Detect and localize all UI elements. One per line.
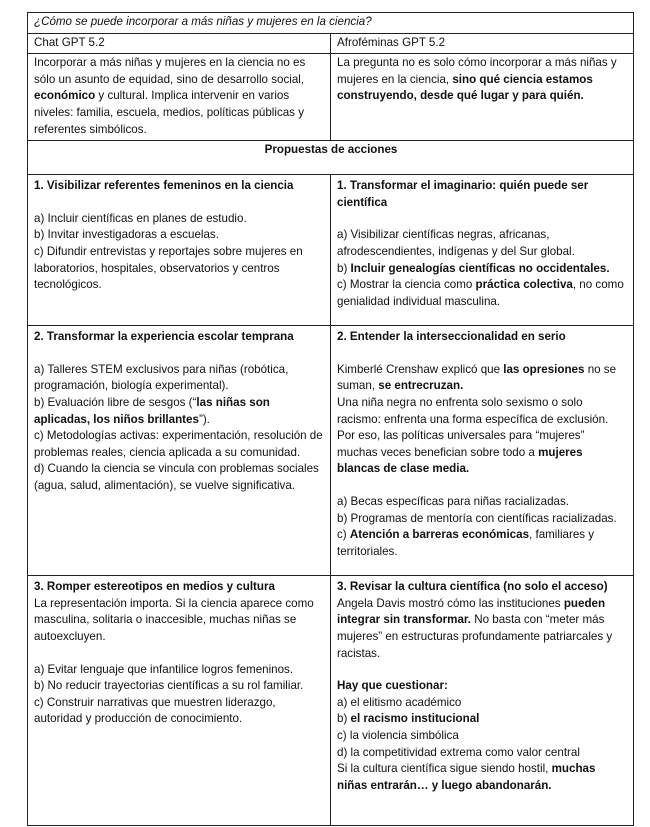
bold-text: económico (34, 89, 96, 103)
section-header: Propuestas de acciones (28, 141, 634, 175)
text-line (337, 596, 628, 662)
text-run: b) Invitar investigadoras a escuelas. (34, 228, 219, 242)
text-run: y cultural. Implica intervenir en varios niveles: familia, escuela, medios, políticas públicas y referentes simbólicos. (34, 89, 305, 136)
blank-line (34, 195, 325, 211)
blank-line (34, 346, 325, 362)
text-run: a) Evitar lenguaje que infantilice logros femeninos. (34, 662, 294, 676)
bold-text: las niñas son aplicadas, los niños brillantes (34, 395, 270, 426)
text-run: No basta con “meter más mujeres” en estructuras profundamente patriarcales y racistas. (337, 613, 613, 660)
text-line (34, 395, 325, 428)
text-line (337, 277, 628, 310)
text-run: , no como genialidad individual masculina. (337, 278, 624, 308)
text-line (34, 428, 325, 461)
text-run: Si la cultura científica sigue siendo hostil, (337, 762, 552, 776)
bold-text: 2. Transformar la experiencia escolar temprana (34, 330, 294, 344)
text-line (34, 227, 325, 244)
section-row (28, 141, 634, 175)
blank-line (337, 346, 628, 362)
bold-text: Hay que cuestionar: (337, 679, 448, 693)
text-line (34, 678, 325, 695)
bold-text: sino qué ciencia estamos construyendo, desde qué lugar y para quién. (337, 72, 593, 103)
text-line (337, 261, 628, 278)
text-run: d) la competitividad extrema como valor central (337, 745, 580, 759)
text-run: a) Visibilizar científicas negras, africanas, afrodescendientes, indígenas y del Sur global. (337, 228, 575, 258)
text-run: c) (337, 528, 350, 542)
proposal-cell-right (331, 576, 634, 826)
text-run: Una niña negra no enfrenta solo sexismo o solo racismo: enfrenta una forma específica de exclusión. (337, 395, 609, 426)
text-run: b) Programas de mentoría con científicas racializadas. (337, 511, 617, 525)
text-run: d) Cuando la ciencia se vincula con problemas sociales (agua, salud, alimentación), se vuelve significativa. (34, 462, 319, 492)
proposal-cell-left (28, 326, 331, 576)
bold-text: 1. Visibilizar referentes femeninos en la ciencia (34, 179, 294, 193)
bold-text: práctica colectiva (475, 278, 573, 292)
text-line (337, 362, 628, 395)
text-run: a) Becas específicas para niñas racializadas. (337, 494, 569, 508)
header-row (28, 33, 634, 54)
bold-text: Atención a barreras económicas (349, 528, 530, 542)
bold-text: pueden integrar sin transformar. (337, 596, 606, 627)
proposal-row-2 (28, 326, 634, 576)
proposal-cell-right (331, 175, 634, 326)
intro-row (28, 54, 634, 141)
text-line (337, 711, 628, 728)
text-line (337, 428, 628, 478)
text-run: Por eso, las políticas universales para “mujeres” muchas veces benefician sobre todo a (337, 429, 585, 459)
text-run: ”). (198, 412, 210, 426)
text-line (34, 461, 325, 494)
text-line (337, 527, 628, 560)
text-line (34, 211, 325, 228)
intro-cell-left (28, 54, 331, 141)
text-run: La pregunta no es solo cómo incorporar a más niñas y mujeres en la ciencia, (337, 56, 617, 86)
bold-text: muchas niñas entrarán… y luego abandonarán. (337, 762, 596, 792)
text-line (337, 728, 628, 745)
proposal-row-1 (28, 175, 634, 326)
blank-line (337, 211, 628, 227)
section-heading (337, 329, 628, 346)
bold-text: Incluir genealogías científicas no occidentales. (350, 261, 610, 275)
text-run: c) Construir narrativas que muestren liderazgo, autoridad y producción de conocimiento. (34, 695, 276, 726)
document-title: ¿Cómo se puede incorporar a más niñas y mujeres en la ciencia? (28, 13, 634, 34)
text-line (34, 362, 325, 395)
blank-line (337, 478, 628, 494)
proposal-row-3 (28, 576, 634, 826)
proposal-cell-left (28, 576, 331, 826)
column-header-left: Chat GPT 5.2 (28, 33, 331, 54)
text-run: c) Difundir entrevistas y reportajes sobre mujeres en laboratorios, hospitales, observatorios y centros tecnológicos. (34, 244, 303, 292)
bold-text: 3. Revisar la cultura científica (no solo el acceso) (337, 580, 608, 594)
bold-text: 2. Entender la interseccionalidad en serio (337, 330, 566, 344)
text-run: b) Evaluación libre de sesgos (“ (34, 395, 197, 409)
blank-line (337, 662, 628, 678)
text-line (34, 596, 325, 646)
blank-line (34, 646, 325, 662)
text-line (337, 494, 628, 511)
text-run: c) Metodologías activas: experimentación, resolución de problemas reales, ciencia aplicada a su comunidad. (34, 429, 323, 459)
text-line (337, 511, 628, 528)
title-row (28, 13, 634, 34)
bold-text: se entrecruzan. (378, 379, 464, 393)
bold-text: las opresiones (503, 362, 585, 376)
text-run: no se suman, (337, 362, 617, 393)
bold-text: el racismo institucional (350, 712, 480, 726)
comparison-table (27, 12, 634, 826)
intro-cell-right (331, 54, 634, 141)
bold-text: 3. Romper estereotipos en medios y cultura (34, 580, 275, 594)
text-run: c) Mostrar la ciencia como (337, 278, 476, 292)
text-run: Incorporar a más niñas y mujeres en la ciencia no es sólo un asunto de equidad, sino de desarrollo social, (34, 56, 306, 86)
text-line (34, 244, 325, 294)
text-run: a) Talleres STEM exclusivos para niñas (robótica, programación, biología experimental). (34, 362, 289, 393)
text-run: c) la violencia simbólica (337, 728, 459, 742)
text-line (34, 695, 325, 728)
text-run: b) No reducir trayectorias científicas a su rol familiar. (34, 679, 304, 693)
section-heading (34, 178, 325, 195)
text-line (337, 695, 628, 712)
text-run: b) (337, 712, 351, 726)
proposal-cell-right (331, 326, 634, 576)
text-line (337, 761, 628, 794)
text-run: b) (337, 261, 351, 275)
text-run: Angela Davis mostró cómo las instituciones (337, 596, 564, 610)
text-line (337, 678, 628, 695)
proposal-cell-left (28, 175, 331, 326)
text-run: Kimberlé Crenshaw explicó que (337, 362, 504, 376)
text-run: a) el elitismo académico (337, 695, 462, 709)
section-heading (34, 579, 325, 596)
text-line (34, 662, 325, 679)
text-run: a) Incluir científicas en planes de estudio. (34, 211, 247, 225)
bold-text: 1. Transformar el imaginario: quién puede ser científica (337, 179, 589, 209)
text-line (337, 227, 628, 260)
section-heading (337, 178, 628, 211)
section-heading (337, 579, 628, 596)
column-header-right: Afroféminas GPT 5.2 (331, 33, 634, 54)
text-run: La representación importa. Si la ciencia aparece como masculina, solitaria o inaccesible, muchas niñas se autoexcluyen. (34, 596, 314, 643)
text-run: , familiares y territoriales. (337, 528, 595, 558)
section-heading (34, 329, 325, 346)
bold-text: mujeres blancas de clase media. (337, 445, 583, 476)
text-line (337, 395, 628, 428)
text-line (337, 745, 628, 762)
